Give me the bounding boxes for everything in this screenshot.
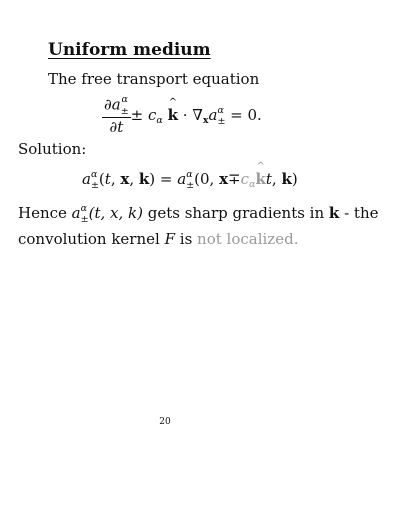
page-number: 20 — [159, 417, 171, 427]
fraction-numerator: ∂a α ± — [104, 94, 129, 117]
not-localized-text: not localized — [197, 230, 294, 248]
intro-text: The free transport equation — [48, 70, 260, 88]
transport-equation — [102, 96, 262, 136]
equation-rhs: ± $c_\alpha$ ^ $k \cdot \nabla_xa$ α ± = 0. — [131, 106, 262, 126]
section-heading: Uniform medium — [48, 40, 211, 60]
solution-equation: a α ± (t, x, k) = a α ± (0, $x\mp c_\alpha\^{}$ kt, k) — [82, 170, 298, 190]
fraction-denominator: ∂t — [109, 118, 124, 136]
derivative-fraction — [102, 96, 131, 136]
convolution-line: convolution kernel F is not localized. — [18, 230, 299, 248]
hence-line: Hence a α ± (t, x, k) gets sharp gradients in k - the — [18, 202, 379, 225]
grey-term: $c_\alpha\^{}$ k — [241, 170, 266, 188]
solution-label: Solution: — [18, 140, 87, 158]
